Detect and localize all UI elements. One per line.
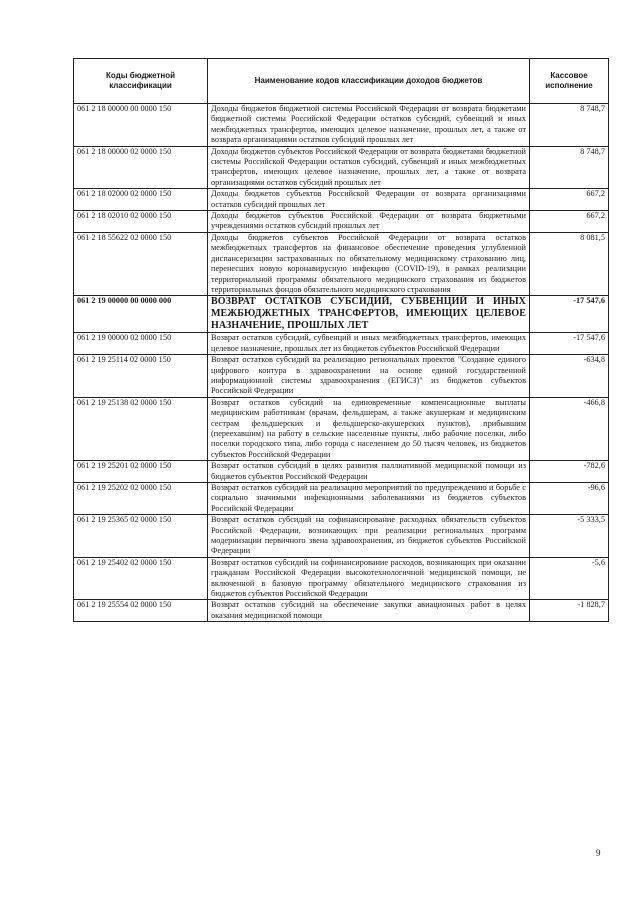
table-row [74,355,609,398]
row-name-cell: Возврат остатков субсидий на единовременные компенсационные выплаты медицинским работникам (врачам, фельдшерам, а также акушеркам и медицинским сестрам фельдшерских и фельдшерско-акушерских пунктов), прибывшим (переехавшим) на работу в сельские населенные пункты, либо рабочие поселки, либо поселки городского типа, либо города с населением до 50 тысяч человек, из бюджетов субъектов Российской Федерации [208,397,530,460]
header-code: Коды бюджетной классификации [74,59,208,104]
budget-revenue-table [73,58,609,622]
row-code-cell: 061 2 19 25138 02 0000 150 [74,397,208,460]
row-name-cell: Возврат остатков субсидий на реализацию мероприятий по предупреждению и борьбе с социально значимыми инфекционными заболеваниями из бюджетов субъектов Российской Федерации [208,483,530,515]
row-amount-cell: -782,6 [530,461,609,483]
table-row [74,232,609,295]
header-name: Наименование кодов классификации доходов бюджетов [208,59,530,104]
row-name-cell: Доходы бюджетов субъектов Российской Федерации от возврата остатков межбюджетных трансфертов на финансовое обеспечение проведения углубленной диспансеризации застрахованных по обязательному медицинскому страхованию лиц, перенесших новую коронавирусную инфекцию (COVID-19), в рамках реализации территориальной программы обязательного медицинского страхования из бюджетов территориальных фондов обязательного медицинского страхования [208,232,530,295]
row-amount-cell: 8 081,5 [530,232,609,295]
row-name-cell: Возврат остатков субсидий в целях развития паллиативной медицинской помощи из бюджетов субъектов Российской Федерации [208,461,530,483]
table-row [74,515,609,558]
row-name-cell: Возврат остатков субсидий на софинансирование расходов, возникающих при оказании гражданам Российской Федерации высокотехнологичной медицинской помощи, не включенной в базовую программу обязательного медицинского страхования из бюджетов субъектов Российской Федерации [208,557,530,600]
row-name-cell: Возврат остатков субсидий на обеспечение закупки авиационных работ в целях оказания медицинской помощи [208,600,530,622]
table-row [74,333,609,355]
row-amount-cell: 667,2 [530,211,609,233]
row-code-cell: 061 2 18 00000 00 0000 150 [74,104,208,147]
row-amount-cell: 8 748,7 [530,146,609,189]
row-code-cell: 061 2 19 00000 00 0000 000 [74,296,208,333]
table-row [74,600,609,622]
row-code-cell: 061 2 19 00000 02 0000 150 [74,333,208,355]
row-name-cell: Доходы бюджетов бюджетной системы Российской Федерации от возврата бюджетами бюджетной системы Российской Федерации остатков субсидий, субвенций и иных межбюджетных трансфертов, имеющих целевое назначение, прошлых лет, а также от возврата организациями остатков субсидий прошлых лет [208,104,530,147]
row-amount-cell: -5,6 [530,557,609,600]
row-code-cell: 061 2 18 00000 02 0000 150 [74,146,208,189]
row-code-cell: 061 2 18 02000 02 0000 150 [74,189,208,211]
table-row [74,557,609,600]
row-code-cell: 061 2 19 25114 02 0000 150 [74,355,208,398]
table-row [74,104,609,147]
table-row [74,483,609,515]
row-amount-cell: 667,2 [530,189,609,211]
row-amount-cell: 8 748,7 [530,104,609,147]
row-name-cell: Возврат остатков субсидий на софинансирование расходных обязательств субъектов Российской Федерации, возникающих при реализации региональных программ модернизации первичного звена здравоохранения, из бюджетов субъектов Российской Федерации [208,515,530,558]
row-name-cell: Возврат остатков субсидий на реализацию региональных проектов "Создание единого цифрового контура в здравоохранении на основе единой государственной информационной системы здравоохранения (ЕГИСЗ)" из бюджетов субъектов Российской Федерации [208,355,530,398]
row-code-cell: 061 2 19 25554 02 0000 150 [74,600,208,622]
header-amount: Кассовое исполнение [530,59,609,104]
row-amount-cell: -96,6 [530,483,609,515]
row-amount-cell: -5 333,5 [530,515,609,558]
row-name-cell: ВОЗВРАТ ОСТАТКОВ СУБСИДИЙ, СУБВЕНЦИЙ И ИНЫХ МЕЖБЮДЖЕТНЫХ ТРАНСФЕРТОВ, ИМЕЮЩИХ ЦЕЛЕВОЕ НАЗНАЧЕНИЕ, ПРОШЛЫХ ЛЕТ [208,296,530,333]
row-amount-cell: -17 547,6 [530,333,609,355]
row-code-cell: 061 2 18 02010 02 0000 150 [74,211,208,233]
row-code-cell: 061 2 18 55622 02 0000 150 [74,232,208,295]
row-name-cell: Доходы бюджетов субъектов Российской Федерации от возврата организациями остатков субсидий прошлых лет [208,189,530,211]
row-name-cell: Доходы бюджетов субъектов Российской Федерации от возврата бюджетными учреждениями остатков субсидий прошлых лет [208,211,530,233]
row-amount-cell: -634,8 [530,355,609,398]
row-code-cell: 061 2 19 25365 02 0000 150 [74,515,208,558]
table-row [74,461,609,483]
row-name-cell: Доходы бюджетов субъектов Российской Федерации от возврата бюджетами бюджетной системы Российской Федерации остатков субсидий, субвенций и иных межбюджетных трансфертов, имеющих целевое назначение, прошлых лет, а также от возврата организациями остатков субсидий прошлых лет [208,146,530,189]
row-amount-cell: -466,8 [530,397,609,460]
row-code-cell: 061 2 19 25202 02 0000 150 [74,483,208,515]
table-row [74,397,609,460]
table-body [74,104,609,622]
row-code-cell: 061 2 19 25402 02 0000 150 [74,557,208,600]
row-amount-cell: -17 547,6 [530,296,609,333]
table-row [74,211,609,233]
page-number: 9 [596,848,601,858]
table-row [74,296,609,333]
table-row [74,146,609,189]
row-code-cell: 061 2 19 25201 02 0000 150 [74,461,208,483]
row-name-cell: Возврат остатков субсидий, субвенций и иных межбюджетных трансфертов, имеющих целевое назначение, прошлых лет из бюджетов субъектов Российской Федерации [208,333,530,355]
table-row [74,189,609,211]
table-header-row [74,59,609,104]
row-amount-cell: -1 828,7 [530,600,609,622]
